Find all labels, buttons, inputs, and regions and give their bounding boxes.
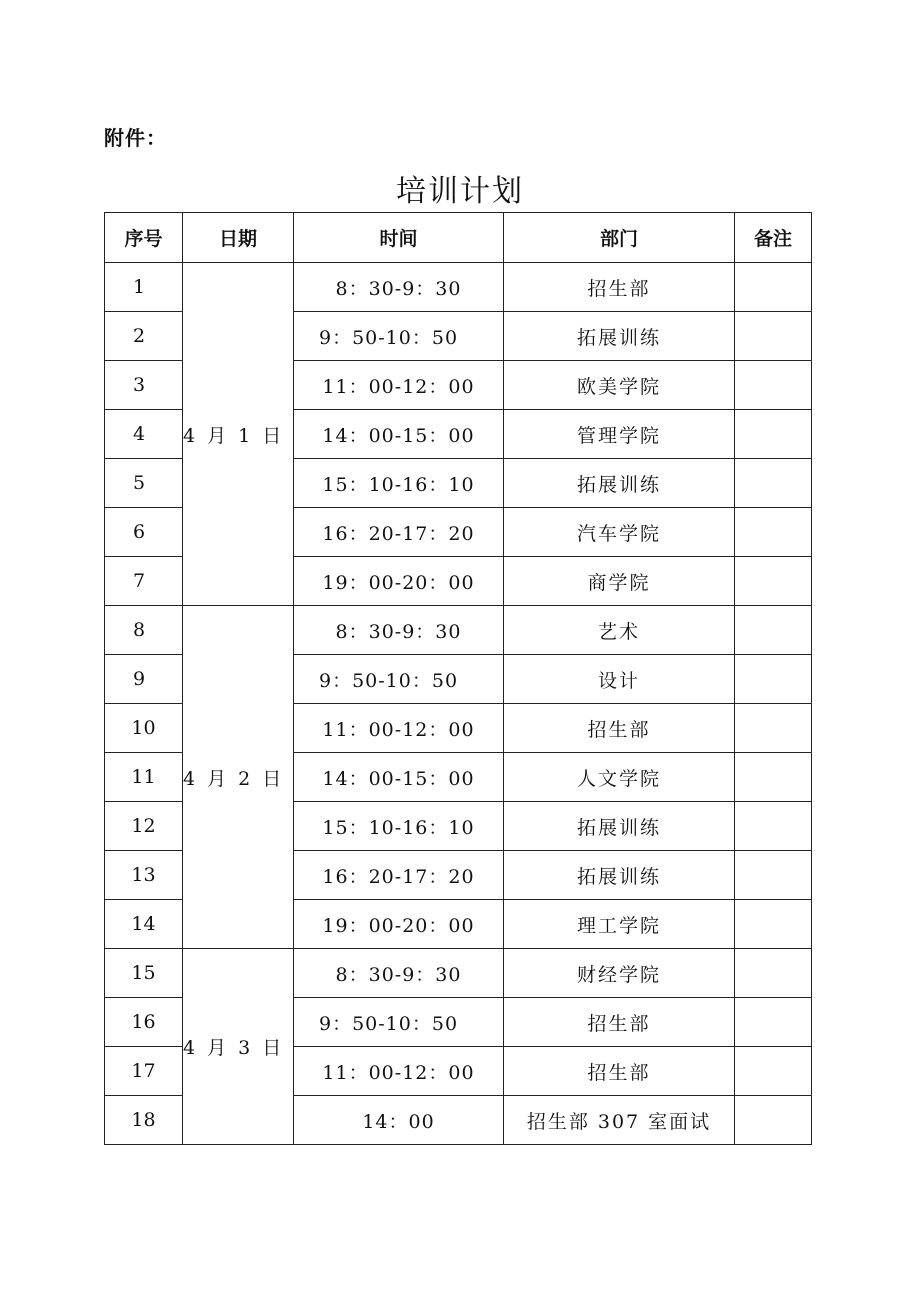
time-cell: 14：00-15：00 <box>294 410 504 459</box>
training-plan-table <box>104 212 812 1145</box>
time-cell: 19：00-20：00 <box>294 900 504 949</box>
time-cell: 14：00-15：00 <box>294 753 504 802</box>
department-cell: 拓展训练 <box>504 851 735 900</box>
time-cell: 8：30-9：30 <box>294 606 504 655</box>
column-header-date: 日期 <box>183 213 294 263</box>
department-cell: 理工学院 <box>504 900 735 949</box>
time-cell: 15：10-16：10 <box>294 459 504 508</box>
seq-cell: 4 <box>105 410 183 459</box>
seq-cell: 1 <box>105 263 183 312</box>
note-cell <box>735 1096 812 1145</box>
column-header-department: 部门 <box>504 213 735 263</box>
department-cell: 拓展训练 <box>504 802 735 851</box>
note-cell <box>735 655 812 704</box>
note-cell <box>735 606 812 655</box>
note-cell <box>735 508 812 557</box>
table-row <box>105 606 812 655</box>
time-cell: 8：30-9：30 <box>294 949 504 998</box>
page-title: 培训计划 <box>396 174 524 209</box>
note-cell <box>735 1047 812 1096</box>
department-cell: 招生部 <box>504 1047 735 1096</box>
note-cell <box>735 753 812 802</box>
time-cell: 9：50-10：50 <box>294 312 504 361</box>
attachment-label: 附件： <box>104 126 167 150</box>
note-cell <box>735 361 812 410</box>
department-cell: 设计 <box>504 655 735 704</box>
table-row <box>105 949 812 998</box>
seq-cell: 18 <box>105 1096 183 1145</box>
seq-cell: 2 <box>105 312 183 361</box>
seq-cell: 6 <box>105 508 183 557</box>
seq-cell: 11 <box>105 753 183 802</box>
note-cell <box>735 557 812 606</box>
seq-cell: 14 <box>105 900 183 949</box>
time-cell: 11：00-12：00 <box>294 704 504 753</box>
seq-cell: 12 <box>105 802 183 851</box>
note-cell <box>735 410 812 459</box>
date-cell: 4 月 2 日 <box>183 606 294 949</box>
seq-cell: 13 <box>105 851 183 900</box>
date-cell: 4 月 1 日 <box>183 263 294 606</box>
seq-cell: 9 <box>105 655 183 704</box>
department-cell: 招生部 307 室面试 <box>504 1096 735 1145</box>
department-cell: 汽车学院 <box>504 508 735 557</box>
department-cell: 招生部 <box>504 263 735 312</box>
note-cell <box>735 900 812 949</box>
seq-cell: 10 <box>105 704 183 753</box>
time-cell: 11：00-12：00 <box>294 361 504 410</box>
date-cell: 4 月 3 日 <box>183 949 294 1145</box>
department-cell: 招生部 <box>504 998 735 1047</box>
note-cell <box>735 459 812 508</box>
note-cell <box>735 998 812 1047</box>
seq-cell: 8 <box>105 606 183 655</box>
column-header-time: 时间 <box>294 213 504 263</box>
time-cell: 16：20-17：20 <box>294 851 504 900</box>
time-cell: 9：50-10：50 <box>294 998 504 1047</box>
department-cell: 拓展训练 <box>504 459 735 508</box>
department-cell: 商学院 <box>504 557 735 606</box>
note-cell <box>735 312 812 361</box>
column-header-note: 备注 <box>735 213 812 263</box>
department-cell: 招生部 <box>504 704 735 753</box>
seq-cell: 3 <box>105 361 183 410</box>
note-cell <box>735 704 812 753</box>
time-cell: 14：00 <box>294 1096 504 1145</box>
seq-cell: 5 <box>105 459 183 508</box>
department-cell: 人文学院 <box>504 753 735 802</box>
note-cell <box>735 949 812 998</box>
time-cell: 8：30-9：30 <box>294 263 504 312</box>
department-cell: 拓展训练 <box>504 312 735 361</box>
note-cell <box>735 263 812 312</box>
department-cell: 财经学院 <box>504 949 735 998</box>
time-cell: 11：00-12：00 <box>294 1047 504 1096</box>
department-cell: 欧美学院 <box>504 361 735 410</box>
department-cell: 管理学院 <box>504 410 735 459</box>
time-cell: 16：20-17：20 <box>294 508 504 557</box>
seq-cell: 16 <box>105 998 183 1047</box>
time-cell: 19：00-20：00 <box>294 557 504 606</box>
seq-cell: 15 <box>105 949 183 998</box>
time-cell: 9：50-10：50 <box>294 655 504 704</box>
note-cell <box>735 802 812 851</box>
seq-cell: 7 <box>105 557 183 606</box>
seq-cell: 17 <box>105 1047 183 1096</box>
note-cell <box>735 851 812 900</box>
column-header-seq: 序号 <box>105 213 183 263</box>
department-cell: 艺术 <box>504 606 735 655</box>
table-body <box>105 263 812 1145</box>
time-cell: 15：10-16：10 <box>294 802 504 851</box>
table-header-row <box>105 213 812 263</box>
table-row <box>105 263 812 312</box>
